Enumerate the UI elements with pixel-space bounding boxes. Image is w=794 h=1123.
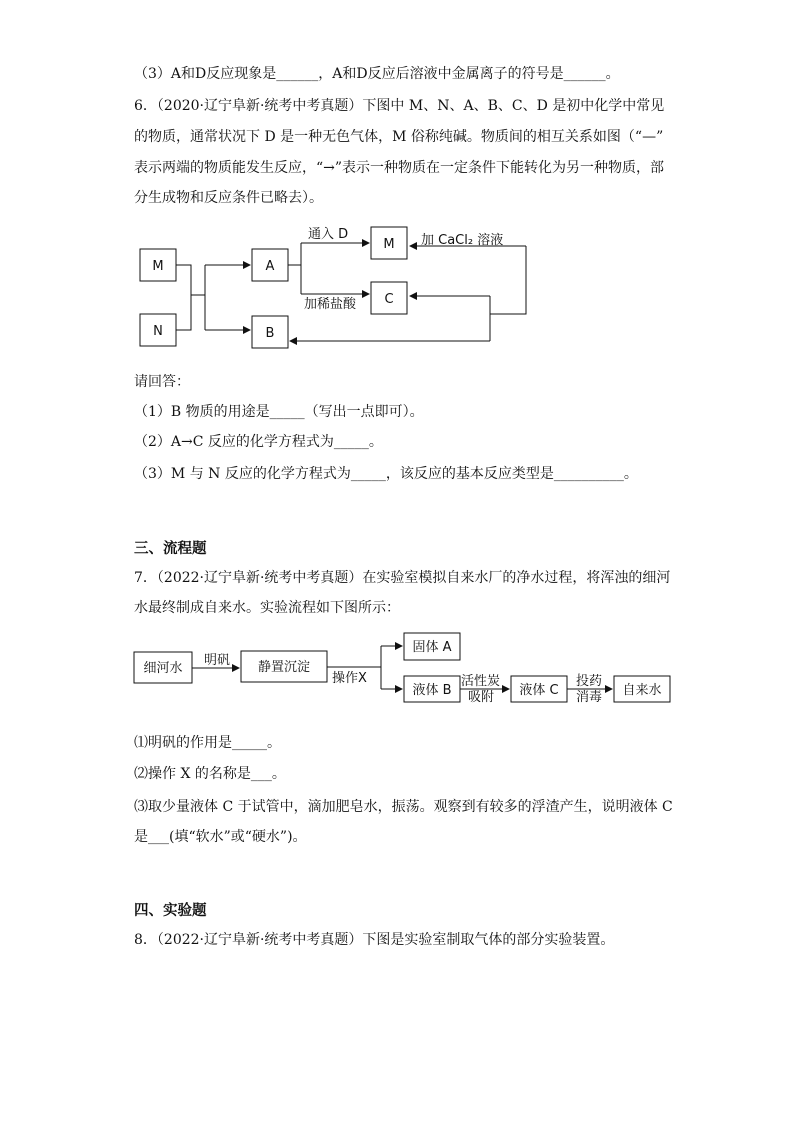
flow-label-carbon-2: 吸附 xyxy=(468,690,495,705)
label-jia-hcl: 加稀盐酸 xyxy=(304,297,357,312)
q7-stem-line1: 7．（2022·辽宁阜新·统考中考真题）在实验室模拟自来水厂的净水过程，将浑浊的细河 xyxy=(134,570,671,586)
flow-label-carbon-1: 活性炭 xyxy=(461,674,501,689)
label-jia-cacl2: 加 CaCl₂ 溶液 xyxy=(421,233,504,248)
flow-label-dose-1: 投药 xyxy=(576,674,603,689)
section-title-flow: 三、流程题 xyxy=(134,541,207,557)
flow-label-alum: 明矾 xyxy=(204,653,231,668)
q7-part2: ⑵操作 X 的名称是___。 xyxy=(134,766,286,782)
q7-part3-line2: 是___(填“软水”或“硬水”)。 xyxy=(134,829,307,845)
q5-part3: （3）A和D反应现象是______，A和D反应后溶液中金属离子的符号是______。 xyxy=(134,66,620,82)
label-box-m-left: M xyxy=(152,259,164,274)
q6-stem-line4: 分生成物和反应条件已略去）。 xyxy=(134,190,323,206)
flow-label-settle: 静置沉淀 xyxy=(257,660,311,675)
q6-part3: （3）M 与 N 反应的化学方程式为_____，该反应的基本反应类型是__________。 xyxy=(134,466,638,482)
q6-stem-line1: 6．（2020·辽宁阜新·统考中考真题）下图中 M、N、A、B、C、D 是初中化学中常见 xyxy=(134,98,665,114)
q6-part1: （1）B 物质的用途是_____（写出一点即可）。 xyxy=(134,404,424,420)
label-box-b: B xyxy=(265,326,275,341)
label-tong-d: 通入 D xyxy=(308,227,349,242)
q6-prompt: 请回答： xyxy=(134,374,190,390)
flow-label-liquid-c: 液体 C xyxy=(519,683,559,698)
flow-label-opx: 操作X xyxy=(332,671,367,686)
q7-stem-line2: 水最终制成自来水。实验流程如下图所示： xyxy=(134,600,400,616)
q6-relation-diagram xyxy=(0,215,794,360)
q7-flow-diagram xyxy=(0,625,794,710)
flow-label-dose-2: 消毒 xyxy=(576,690,603,705)
q8-stem: 8．（2022·辽宁阜新·统考中考真题）下图是实验室制取气体的部分实验装置。 xyxy=(134,932,615,948)
flow-label-liquid-b: 液体 B xyxy=(412,683,452,698)
flow-label-raw: 细河水 xyxy=(143,661,183,676)
q6-part2: （2）A→C 反应的化学方程式为_____。 xyxy=(134,434,383,450)
q7-part1: ⑴明矾的作用是_____。 xyxy=(134,735,281,751)
label-box-m-right: M xyxy=(383,237,395,252)
label-box-a: A xyxy=(265,259,275,274)
label-box-c: C xyxy=(384,292,394,307)
q6-stem-line3: 表示两端的物质能发生反应，“→”表示一种物质在一定条件下能转化为另一种物质，部 xyxy=(134,160,665,176)
q7-part3-line1: ⑶取少量液体 C 于试管中，滴加肥皂水，振荡。观察到有较多的浮渣产生，说明液体 C xyxy=(134,799,673,815)
label-box-n: N xyxy=(153,324,163,339)
section-title-experiment: 四、实验题 xyxy=(134,903,207,919)
flow-label-tap: 自来水 xyxy=(622,683,662,698)
q6-stem-line2: 的物质，通常状况下 D 是一种无色气体，M 俗称纯碱。物质间的相互关系如图（“—” xyxy=(134,129,664,145)
flow-label-solid-a: 固体 A xyxy=(412,640,452,655)
